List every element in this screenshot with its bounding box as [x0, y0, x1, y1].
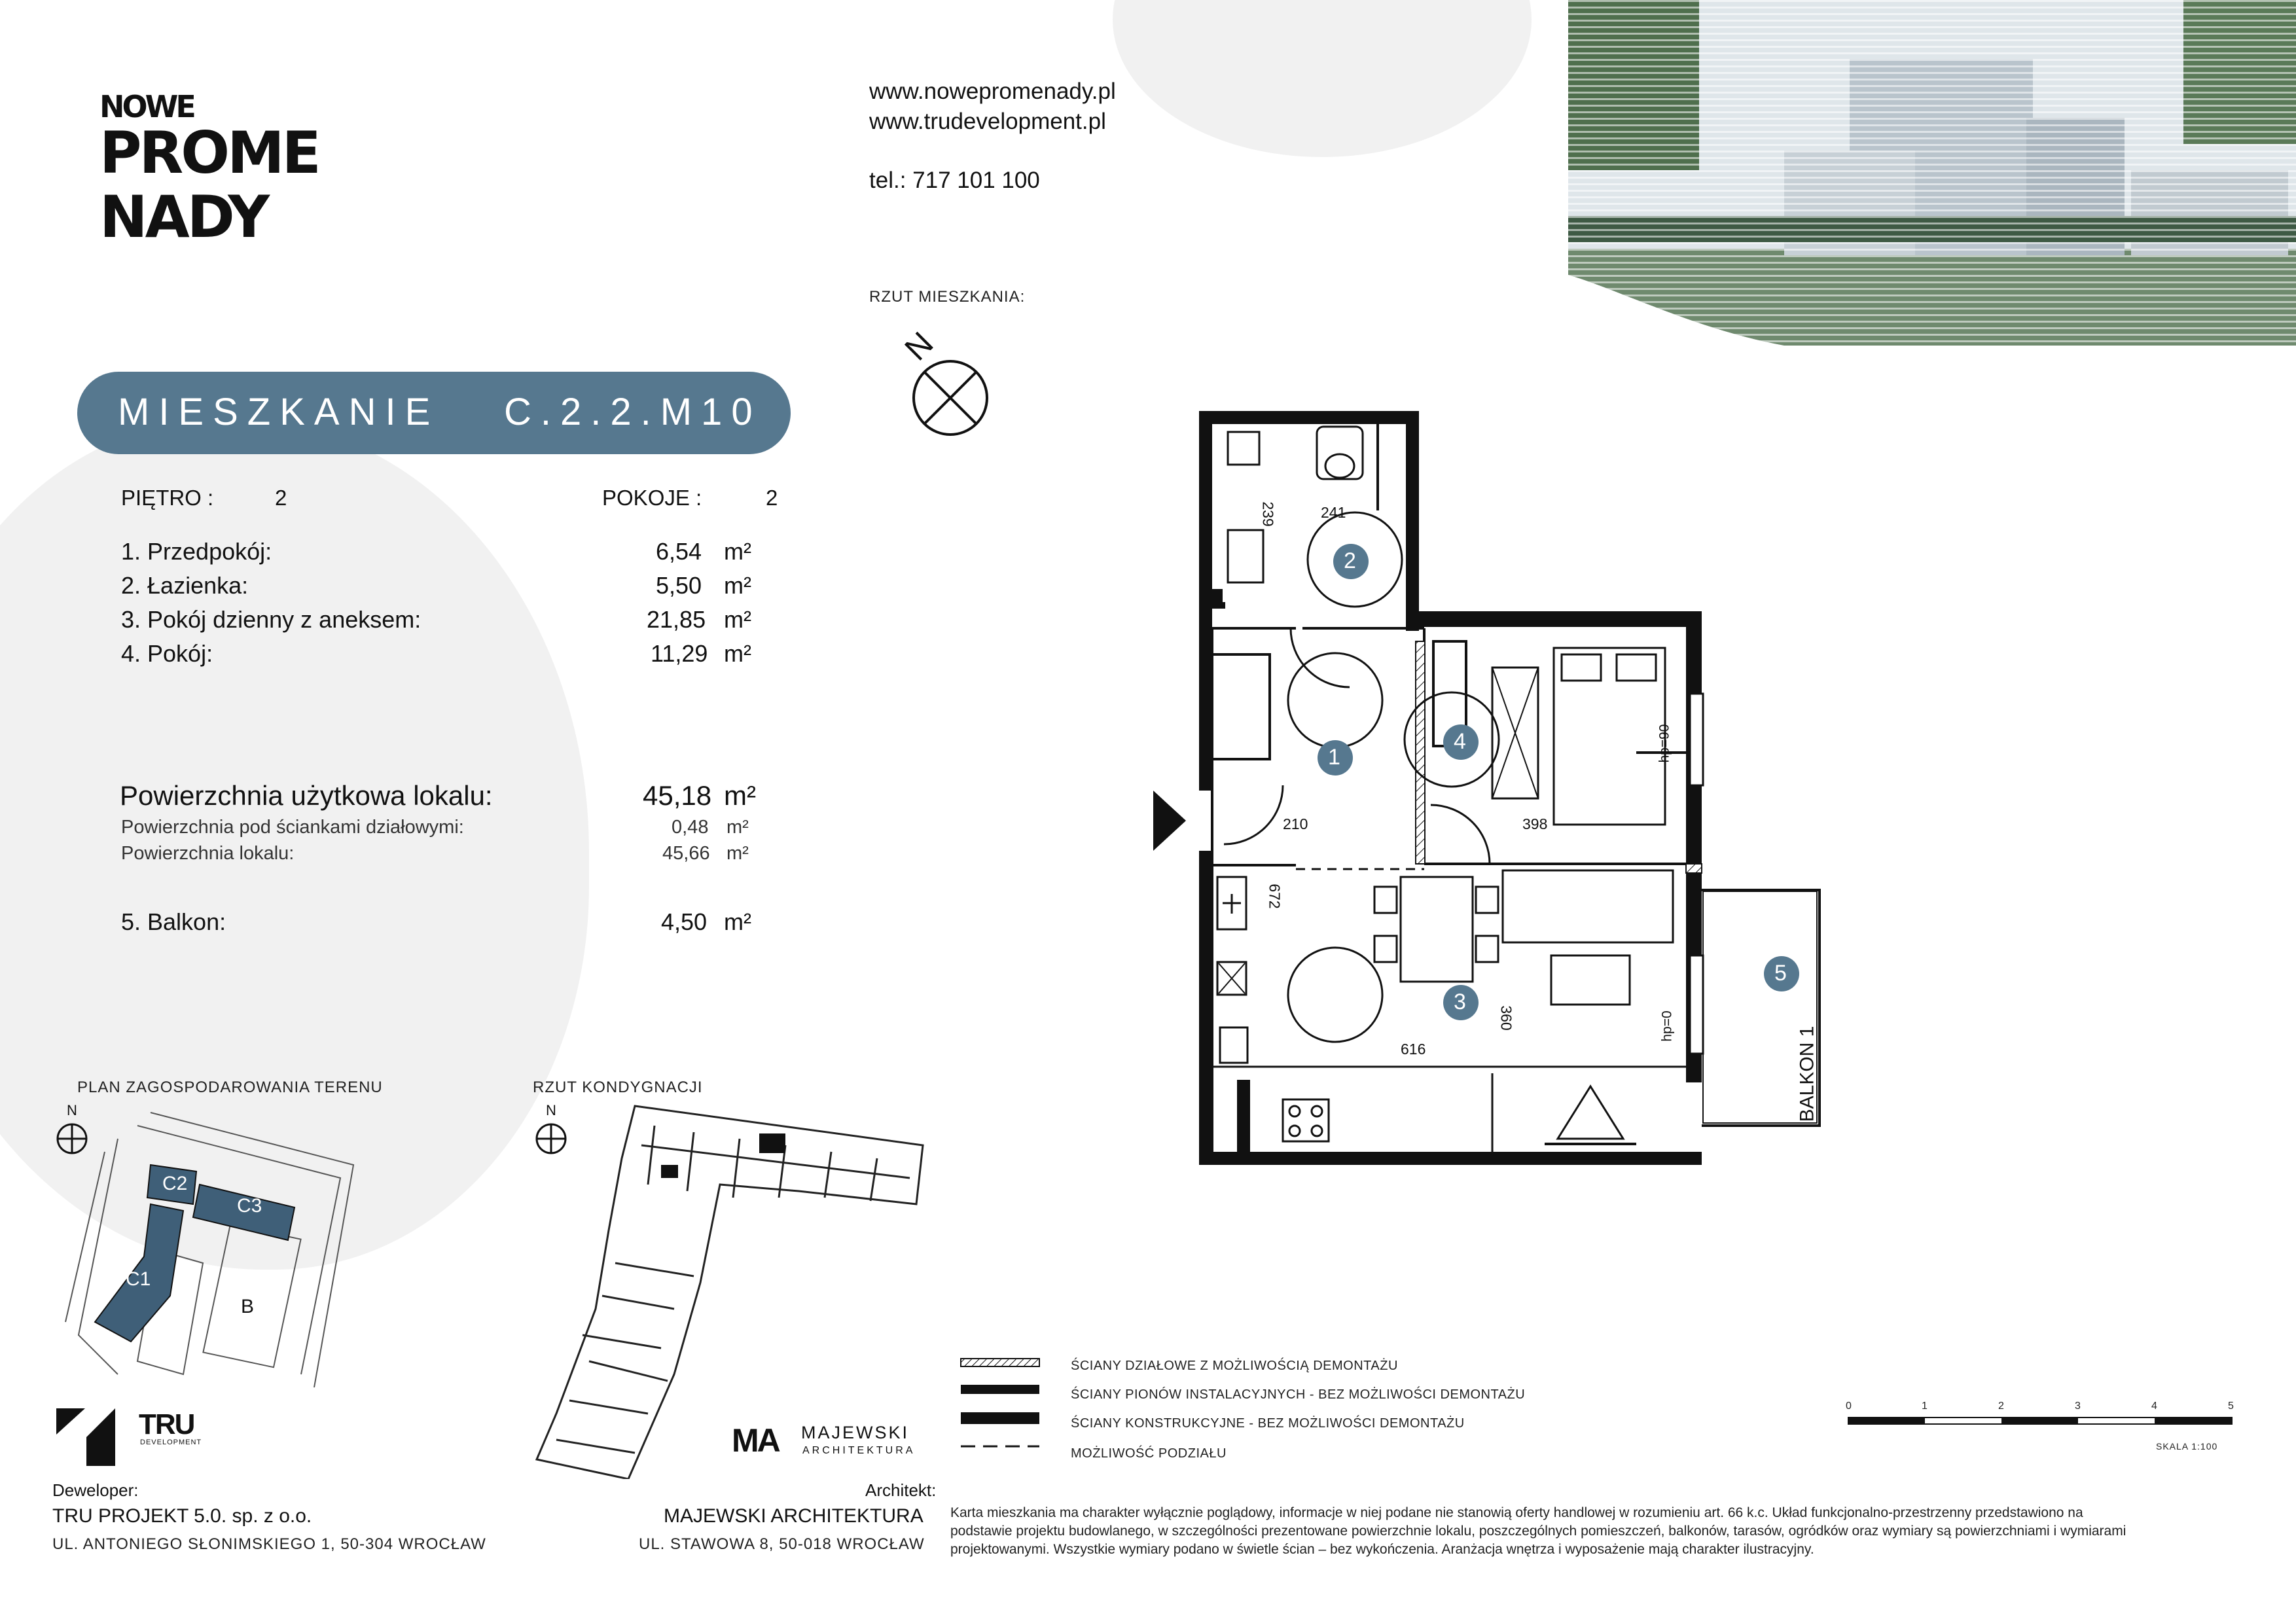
- building-label-c3: C3: [237, 1195, 262, 1217]
- dim-398: 398: [1522, 815, 1548, 832]
- dim-672: 672: [1266, 883, 1283, 909]
- rooms-label: POKOJE :: [602, 486, 702, 510]
- room-number-4: 4: [1454, 729, 1466, 754]
- architect-logo-subtext: ARCHITEKTURA: [802, 1445, 916, 1456]
- dim-241: 241: [1321, 504, 1346, 521]
- dim-360: 360: [1498, 1005, 1515, 1031]
- building-label-b: B: [241, 1296, 255, 1317]
- scale-tick-1: 1: [1922, 1400, 1928, 1412]
- total-area-unit: m²: [726, 843, 749, 864]
- developer-label: Deweloper:: [52, 1480, 139, 1500]
- window-height-0: hp=0: [1659, 1010, 1675, 1042]
- scale-bar: [1846, 1400, 2238, 1453]
- disclaimer: [950, 1504, 2246, 1559]
- compass: [897, 327, 1001, 445]
- room-number-1: 1: [1328, 745, 1340, 770]
- room-area: 5,50: [656, 572, 702, 599]
- developer-name: TRU PROJEKT 5.0. sp. z o.o.: [52, 1505, 312, 1527]
- legend-item-3: ŚCIANY KONSTRUKCYJNE - BEZ MOŻLIWOŚCI DEMONTAŻU: [1071, 1416, 1465, 1431]
- architect-logo: [732, 1421, 922, 1461]
- architect-logo-mark: MA: [732, 1422, 779, 1459]
- room-number-3: 3: [1454, 990, 1466, 1014]
- entrance-arrow-icon: [1153, 791, 1186, 851]
- plan-label: RZUT MIESZKANIA:: [869, 288, 1026, 306]
- balcony-label: 5. Balkon:: [121, 908, 226, 935]
- site-plan: [52, 1099, 360, 1387]
- building-label-c2: C2: [162, 1173, 188, 1194]
- website-link-1[interactable]: www.nowepromenady.pl: [869, 79, 1116, 104]
- dim-616: 616: [1401, 1041, 1426, 1058]
- unit-label: MIESZKANIE: [118, 391, 440, 433]
- floor-label: PIĘTRO :: [121, 486, 214, 510]
- usable-area-label: Powierzchnia użytkowa lokalu:: [120, 780, 493, 811]
- unit-code: C.2.2.M10: [504, 391, 762, 433]
- north-arrow-icon: [537, 1124, 565, 1153]
- partition-area-label: Powierzchnia pod ściankami działowymi:: [121, 817, 464, 838]
- room-unit: m²: [724, 538, 751, 565]
- legend-item-4: MOŻLIWOŚĆ PODZIAŁU: [1071, 1446, 1227, 1461]
- window-height-90: hp=90: [1657, 724, 1672, 763]
- disclaimer-line-1: Karta mieszkania ma charakter wyłącznie poglądowy, informacje w niej podane nie stanowią oferty handlowej w rozumieniu art. 66 k.c. Układ funkcjonalno-przestrzenny przedstawiono na: [950, 1505, 2083, 1520]
- room-area: 11,29: [651, 640, 708, 667]
- usable-area-value: 45,18: [643, 780, 712, 811]
- legend-item-1: ŚCIANY DZIAŁOWE Z MOŻLIWOŚCIĄ DEMONTAŻU: [1071, 1359, 1398, 1373]
- architect-label: Architekt:: [865, 1480, 937, 1500]
- scale-bar-graphic: [1846, 1415, 2238, 1441]
- scale-tick-2: 2: [1998, 1400, 2005, 1412]
- balcony-value: 4,50: [661, 908, 708, 935]
- partition-area-unit: m²: [726, 817, 749, 838]
- building-render: [1568, 0, 2296, 346]
- legend-swatches: [960, 1356, 1045, 1454]
- usable-area-unit: m²: [724, 780, 756, 811]
- balcony-unit: m²: [724, 908, 751, 935]
- dim-239: 239: [1259, 501, 1277, 527]
- logo-line-1: NOWE: [99, 89, 194, 124]
- room-number-2: 2: [1344, 548, 1356, 573]
- compass-north-label: N: [897, 325, 941, 368]
- architect-address: UL. STAWOWA 8, 50-018 WROCŁAW: [639, 1535, 925, 1553]
- room-name: 4. Pokój:: [121, 640, 213, 667]
- room-number-5: 5: [1774, 961, 1787, 986]
- developer-address: UL. ANTONIEGO SŁONIMSKIEGO 1, 50-304 WROCŁAW: [52, 1535, 486, 1553]
- architect-logo-name: MAJEWSKI: [801, 1423, 910, 1442]
- developer-logo-text: TRU: [139, 1408, 194, 1440]
- phone-number[interactable]: tel.: 717 101 100: [869, 168, 1040, 193]
- north-label: N: [546, 1102, 556, 1118]
- room-name: 1. Przedpokój:: [121, 538, 272, 565]
- scale-tick-3: 3: [2075, 1400, 2081, 1412]
- logo-line-3: NADY: [99, 183, 268, 251]
- legend-item-2: ŚCIANY PIONÓW INSTALACYJNYCH - BEZ MOŻLIWOŚCI DEMONTAŻU: [1071, 1387, 1526, 1402]
- developer-logo-subtext: DEVELOPMENT: [140, 1438, 202, 1446]
- scale-tick-5: 5: [2228, 1400, 2234, 1412]
- balcony-name: BALKON 1: [1796, 1026, 1818, 1122]
- total-area-label: Powierzchnia lokalu:: [121, 843, 295, 864]
- site-plan-title: PLAN ZAGOSPODAROWANIA TERENU: [77, 1079, 383, 1096]
- room-unit: m²: [724, 572, 751, 599]
- rooms-value: 2: [766, 486, 778, 510]
- disclaimer-line-3: projektowanymi. Wszystkie wymiary podano w świetle ścian – bez wykończenia. Aranżacja wnętrza i wyposażenie mają charakter ilustracyjny.: [950, 1542, 1814, 1557]
- scale-tick-0: 0: [1846, 1400, 1852, 1412]
- website-link-2[interactable]: www.trudevelopment.pl: [869, 109, 1106, 134]
- architect-name: MAJEWSKI ARCHITEKTURA: [664, 1505, 924, 1527]
- room-area: 6,54: [656, 538, 702, 565]
- room-area: 21,85: [647, 606, 706, 633]
- room-name: 2. Łazienka:: [121, 572, 249, 599]
- scale-tick-4: 4: [2151, 1400, 2158, 1412]
- north-arrow-icon: [58, 1124, 86, 1153]
- floor-plan-title: RZUT KONDYGNACJI: [533, 1079, 703, 1096]
- apartment-plan-drawing: [1139, 393, 1859, 1178]
- dim-210: 210: [1283, 815, 1308, 832]
- background-shape: [1113, 0, 1532, 157]
- total-area-value: 45,66: [662, 843, 710, 864]
- partition-area-value: 0,48: [672, 817, 709, 838]
- room-name: 3. Pokój dzienny z aneksem:: [121, 606, 422, 633]
- north-label: N: [67, 1102, 77, 1118]
- logo-line-2: PROME: [99, 119, 319, 187]
- unit-title-pill: [77, 372, 791, 454]
- room-unit: m²: [724, 606, 751, 633]
- scale-label: SKALA 1:100: [2156, 1441, 2218, 1452]
- developer-logo: [56, 1408, 226, 1467]
- room-unit: m²: [724, 640, 751, 667]
- disclaimer-line-2: podstawie projektu budowlanego, w szczególności prezentowane powierzchnie lokalu, poszczególnych pomieszczeń, balkonów, tarasów, ogródków oraz wymiary są powierzchniami i wymiarami: [950, 1524, 2126, 1539]
- apartment-plan: [1139, 393, 1859, 1178]
- site-plan-drawing: [52, 1099, 360, 1387]
- building-label-c1: C1: [126, 1268, 151, 1290]
- floor-value: 2: [275, 486, 287, 510]
